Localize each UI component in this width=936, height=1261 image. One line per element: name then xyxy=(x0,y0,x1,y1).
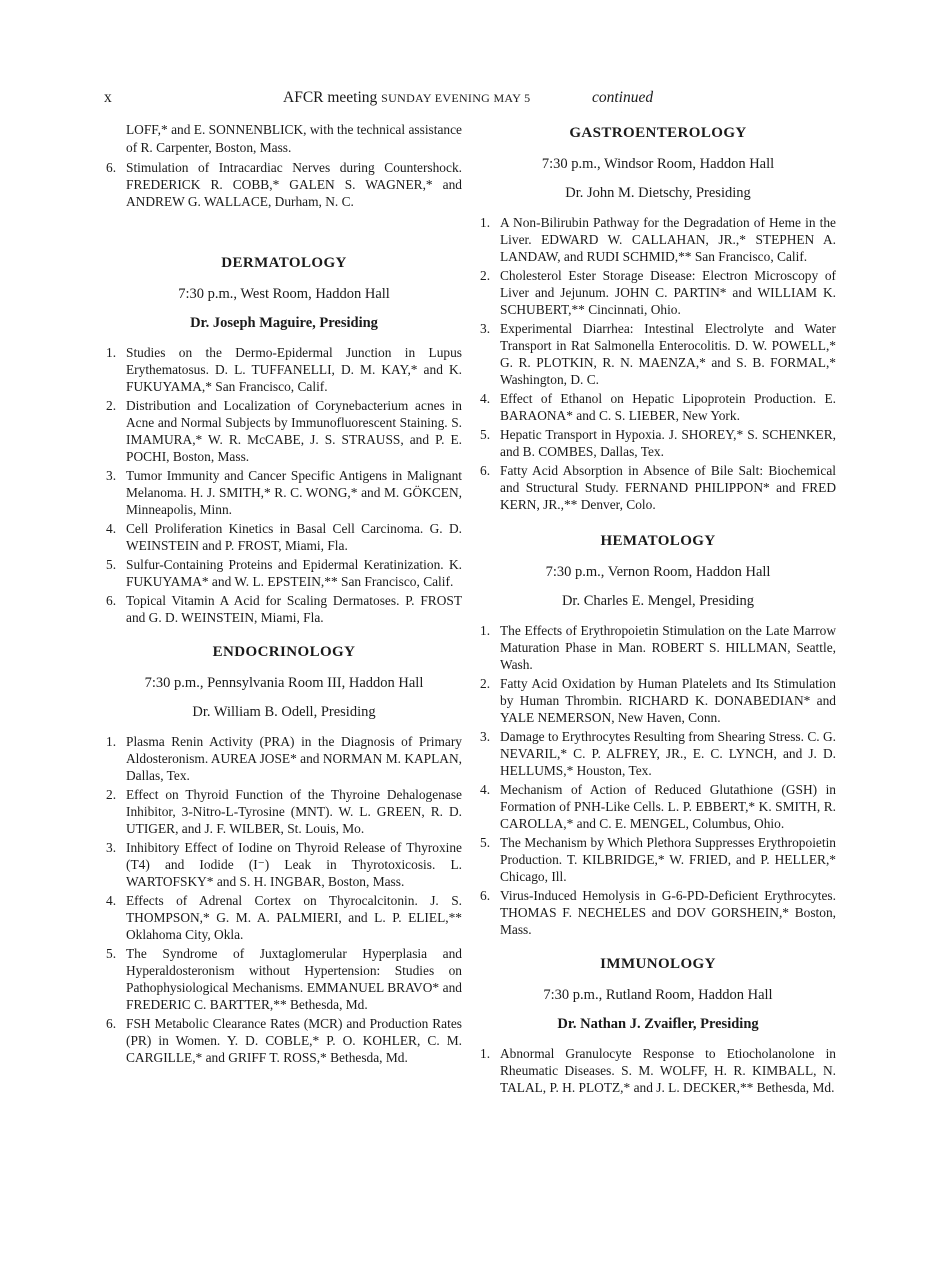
list-item: 2. Effect on Thyroid Function of the Thyroine Dehalogenase Inhibitor, 3-Nitro-L-Tyrosine (MNT). W. L. GREEN, R. D. UTIGER, and J. F. WILBER, St. Louis, Mo. xyxy=(106,787,462,836)
list-item: 4. Mechanism of Action of Reduced Glutathione (GSH) in Formation of PNH-Like Cells. L. P. EBBERT,* K. SMITH, R. CAROLLA,* and C. E. MENGEL, Columbus, Ohio. xyxy=(480,782,836,831)
section-title-immunology: IMMUNOLOGY xyxy=(600,956,716,972)
gastroenterology-list xyxy=(480,214,836,513)
carryover-text: LOFF,* and E. SONNENBLICK, with the technical assistance of R. Carpenter, Boston, Mass. xyxy=(126,122,462,155)
continued-label: continued xyxy=(592,89,654,106)
list-item: 6. Stimulation of Intracardiac Nerves during Countershock. FREDERICK R. COBB,* GALEN S. WAGNER,* and ANDREW G. WALLACE, Durham, N. C. xyxy=(106,160,462,209)
list-item: 4. Cell Proliferation Kinetics in Basal Cell Carcinoma. G. D. WEINSTEIN and P. FROST, Miami, Fla. xyxy=(106,521,462,553)
list-item: 1. Studies on the Dermo-Epidermal Junction in Lupus Erythematosus. D. L. TUFFANELLI, D. M. KAY,* and K. FUKUYAMA,* San Francisco, Calif. xyxy=(106,345,462,394)
presiding-immunology: Dr. Nathan J. Zvaifler, Presiding xyxy=(557,1016,759,1032)
dermatology-list xyxy=(106,344,462,626)
list-item: 2. Distribution and Localization of Corynebacterium acnes in Acne and Normal Subjects by Immunofluorescent Staining. S. IMAMURA,* W. R. McCABE, J. S. STRAUSS, and P. E. POCHI, Boston, Mass. xyxy=(106,398,462,464)
running-title-main: AFCR meeting xyxy=(283,89,378,106)
list-item: 1. Abnormal Granulocyte Response to Etiocholanolone in Rheumatic Diseases. S. M. WOLFF, H. R. KIMBALL, N. TALAL, P. H. PLOTZ,* and J. L. DECKER,** Bethesda, Md. xyxy=(480,1046,836,1095)
list-item: 1. Plasma Renin Activity (PRA) in the Diagnosis of Primary Aldosteronism. AUREA JOSE* and NORMAN M. KAPLAN, Dallas, Tex. xyxy=(106,734,462,783)
presiding-gastroenterology: Dr. John M. Dietschy, Presiding xyxy=(565,185,751,201)
section-title-hematology: HEMATOLOGY xyxy=(600,533,716,549)
session-info-dermatology: 7:30 p.m., West Room, Haddon Hall xyxy=(178,286,390,302)
list-item: 2. Cholesterol Ester Storage Disease: Electron Microscopy of Liver and Jejunum. JOHN C. PARTIN* and WILLIAM K. SCHUBERT,** Cincinnati, Ohio. xyxy=(480,268,836,317)
immunology-list xyxy=(480,1045,836,1096)
list-item: 6. FSH Metabolic Clearance Rates (MCR) and Production Rates (PR) in Women. Y. D. COBLE,* P. O. KOHLER, C. M. CARGILLE,* and GRIFF T. ROSS,* Bethesda, Md. xyxy=(106,1016,462,1065)
list-item: 3. Inhibitory Effect of Iodine on Thyroid Release of Thyroxine (T4) and Iodide (I⁻) Leak in Thyrotoxicosis. L. WARTOFSKY* and S. H. INGBAR, Boston, Mass. xyxy=(106,840,462,889)
list-item: 3. Damage to Erythrocytes Resulting from Shearing Stress. C. G. NEVARIL,* C. P. ALFREY, JR., E. C. LYNCH, and J. D. HELLUMS,* Houston, Tex. xyxy=(480,729,836,778)
list-item: 6. Virus-Induced Hemolysis in G-6-PD-Deficient Erythrocytes. THOMAS F. NECHELES and DOV GORSHEIN,* Boston, Mass. xyxy=(480,888,836,937)
page-header xyxy=(0,89,936,111)
section-title-endocrinology: ENDOCRINOLOGY xyxy=(212,644,356,660)
session-info-hematology: 7:30 p.m., Vernon Room, Haddon Hall xyxy=(545,564,771,580)
list-item: 3. Experimental Diarrhea: Intestinal Electrolyte and Water Transport in Rat Salmonella Enterocolitis. D. W. POWELL,* G. R. PLOTKIN, R. N. MAENZA,* and S. B. FORMAL,* Washington, D. C. xyxy=(480,321,836,387)
list-item: 5. Hepatic Transport in Hypoxia. J. SHOREY,* S. SCHENKER, and B. COMBES, Dallas, Tex. xyxy=(480,427,836,459)
list-item: 1. The Effects of Erythropoietin Stimulation on the Late Marrow Maturation Phase in Man. ROBERT S. HILLMAN, Seattle, Wash. xyxy=(480,623,836,672)
session-info-gastroenterology: 7:30 p.m., Windsor Room, Haddon Hall xyxy=(541,156,775,172)
list-item: 2. Fatty Acid Oxidation by Human Platelets and Its Stimulation by Human Thrombin. RICHARD K. DONABEDIAN* and YALE NEMERSON, New Haven, Conn. xyxy=(480,676,836,725)
section-title-dermatology: DERMATOLOGY xyxy=(221,255,347,271)
session-info-immunology: 7:30 p.m., Rutland Room, Haddon Hall xyxy=(543,987,773,1003)
list-item: 4. Effects of Adrenal Cortex on Thyrocalcitonin. J. S. THOMPSON,* G. M. A. PALMIERI, and L. P. ELIEL,** Oklahoma City, Okla. xyxy=(106,893,462,942)
list-item: 1. A Non-Bilirubin Pathway for the Degradation of Heme in the Liver. EDWARD W. CALLAHAN, JR.,* STEPHEN A. LANDAW, and RUDI SCHMID,** San Francisco, Calif. xyxy=(480,215,836,264)
list-item: 6. Fatty Acid Absorption in Absence of Bile Salt: Biochemical and Structural Study. FERNAND PHILIPPON* and FRED KERN, JR.,** Denver, Colo. xyxy=(480,463,836,512)
presiding-dermatology: Dr. Joseph Maguire, Presiding xyxy=(190,315,378,331)
running-title-sub: SUNDAY EVENING MAY 5 xyxy=(381,91,531,105)
running-title xyxy=(283,89,530,107)
right-column xyxy=(480,121,836,1098)
list-item: 5. The Syndrome of Juxtaglomerular Hyperplasia and Hyperaldosteronism without Hypertension: Studies on Pathophysiological Mechanisms. EMMANUEL BRAVO* and FREDERIC C. BARTTER,** Bethesda, Md. xyxy=(106,946,462,1012)
list-item: 4. Effect of Ethanol on Hepatic Lipoprotein Production. E. BARAONA* and C. S. LIEBER, New York. xyxy=(480,391,836,423)
carryover-list xyxy=(106,159,462,210)
presiding-endocrinology: Dr. William B. Odell, Presiding xyxy=(192,704,376,720)
list-item: 5. Sulfur-Containing Proteins and Epidermal Keratinization. K. FUKUYAMA* and W. L. EPSTEIN,** San Francisco, Calif. xyxy=(106,557,462,589)
hematology-list xyxy=(480,622,836,938)
presiding-hematology: Dr. Charles E. Mengel, Presiding xyxy=(561,593,755,609)
list-item: 6. Topical Vitamin A Acid for Scaling Dermatoses. P. FROST and G. D. WEINSTEIN, Miami, Fla. xyxy=(106,593,462,625)
list-item: 5. The Mechanism by Which Plethora Suppresses Erythropoietin Production. T. KILBRIDGE,* W. FRIED, and P. HELLER,* Chicago, Ill. xyxy=(480,835,836,884)
section-title-gastroenterology: GASTROENTEROLOGY xyxy=(569,125,747,141)
session-info-endocrinology: 7:30 p.m., Pennsylvania Room III, Haddon Hall xyxy=(144,675,424,691)
left-column xyxy=(106,121,462,1068)
page-number: x xyxy=(104,89,112,106)
list-item: 3. Tumor Immunity and Cancer Specific Antigens in Malignant Melanoma. H. J. SMITH,* R. C. WONG,* and M. GÖKCEN, Minneapolis, Minn. xyxy=(106,468,462,517)
endocrinology-list xyxy=(106,733,462,1066)
